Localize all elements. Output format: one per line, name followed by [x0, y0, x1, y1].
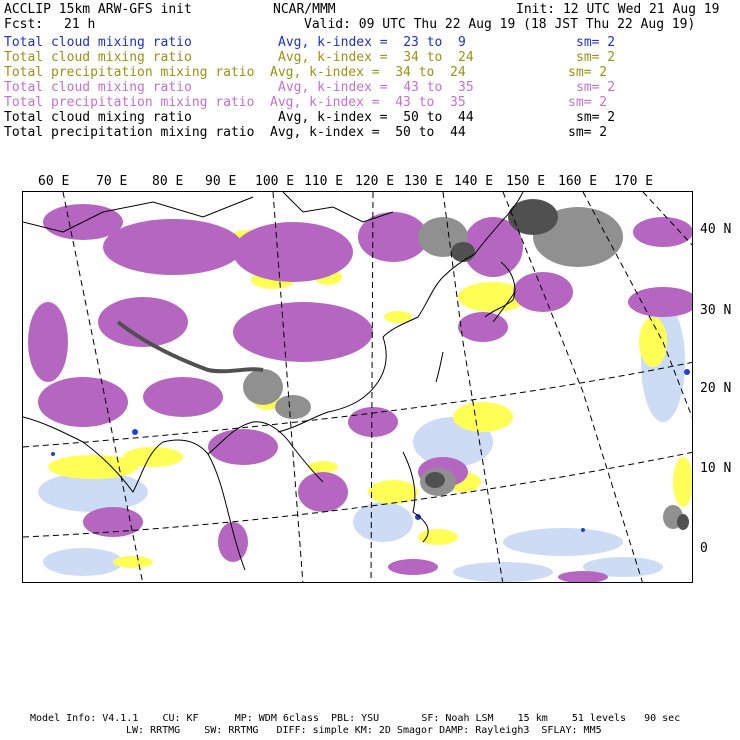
field-avg: Avg, k-index = 34 to 24 [278, 50, 474, 65]
field-avg: Avg, k-index = 50 to 44 [278, 110, 474, 125]
lon-label: 100 E [255, 174, 295, 189]
field-avg: Avg, k-index = 43 to 35 [270, 95, 466, 110]
field-name: Total cloud mixing ratio [4, 50, 192, 65]
lon-label: 80 E [152, 174, 184, 189]
field-avg: Avg, k-index = 43 to 35 [278, 80, 474, 95]
lat-label: 10 N [700, 461, 732, 476]
lon-label: 120 E [355, 174, 395, 189]
lon-label: 70 E [96, 174, 128, 189]
forecast-hours: 21 h [64, 17, 96, 32]
model-info-line1: Model Info: V4.1.1 CU: KF MP: WDM 6class PBL: YSU SF: Noah LSM 15 km 51 levels 90 sec [30, 713, 681, 724]
field-name: Total cloud mixing ratio [4, 110, 192, 125]
lon-label: 150 E [506, 174, 546, 189]
field-smoothing: sm= 2 [576, 110, 616, 125]
lat-label: 40 N [700, 222, 732, 237]
field-name: Total cloud mixing ratio [4, 80, 192, 95]
field-smoothing: sm= 2 [568, 95, 608, 110]
field-name: Total precipitation mixing ratio [4, 95, 255, 110]
field-smoothing: sm= 2 [576, 50, 616, 65]
lat-label: 0 [700, 541, 708, 556]
init-time: Init: 12 UTC Wed 21 Aug 19 [516, 2, 720, 17]
field-avg: Avg, k-index = 50 to 44 [270, 125, 466, 140]
field-smoothing: sm= 2 [568, 125, 608, 140]
organization-label: NCAR/MMM [273, 2, 336, 17]
valid-time: Valid: 09 UTC Thu 22 Aug 19 (18 JST Thu 22 Aug 19) [304, 17, 696, 32]
plot-title: ACCLIP 15km ARW-GFS init [4, 2, 192, 17]
field-name: Total precipitation mixing ratio [4, 65, 255, 80]
field-smoothing: sm= 2 [568, 65, 608, 80]
field-avg: Avg, k-index = 23 to 9 [278, 35, 466, 50]
field-name: Total cloud mixing ratio [4, 35, 192, 50]
lon-label: 110 E [304, 174, 344, 189]
lat-label: 30 N [700, 303, 732, 318]
field-name: Total precipitation mixing ratio [4, 125, 255, 140]
lon-label: 130 E [404, 174, 444, 189]
lat-label: 20 N [700, 381, 732, 396]
forecast-map [22, 191, 693, 583]
lon-label: 170 E [614, 174, 654, 189]
forecast-label: Fcst: [4, 17, 44, 32]
lon-label: 140 E [454, 174, 494, 189]
lon-label: 90 E [205, 174, 237, 189]
map-canvas [23, 192, 693, 583]
lon-label: 160 E [558, 174, 598, 189]
model-info-line2: LW: RRTMG SW: RRTMG DIFF: simple KM: 2D Smagor DAMP: Rayleigh3 SFLAY: MM5 [126, 725, 602, 736]
lon-label: 60 E [38, 174, 70, 189]
field-smoothing: sm= 2 [576, 80, 616, 95]
field-smoothing: sm= 2 [576, 35, 616, 50]
field-avg: Avg, k-index = 34 to 24 [270, 65, 466, 80]
